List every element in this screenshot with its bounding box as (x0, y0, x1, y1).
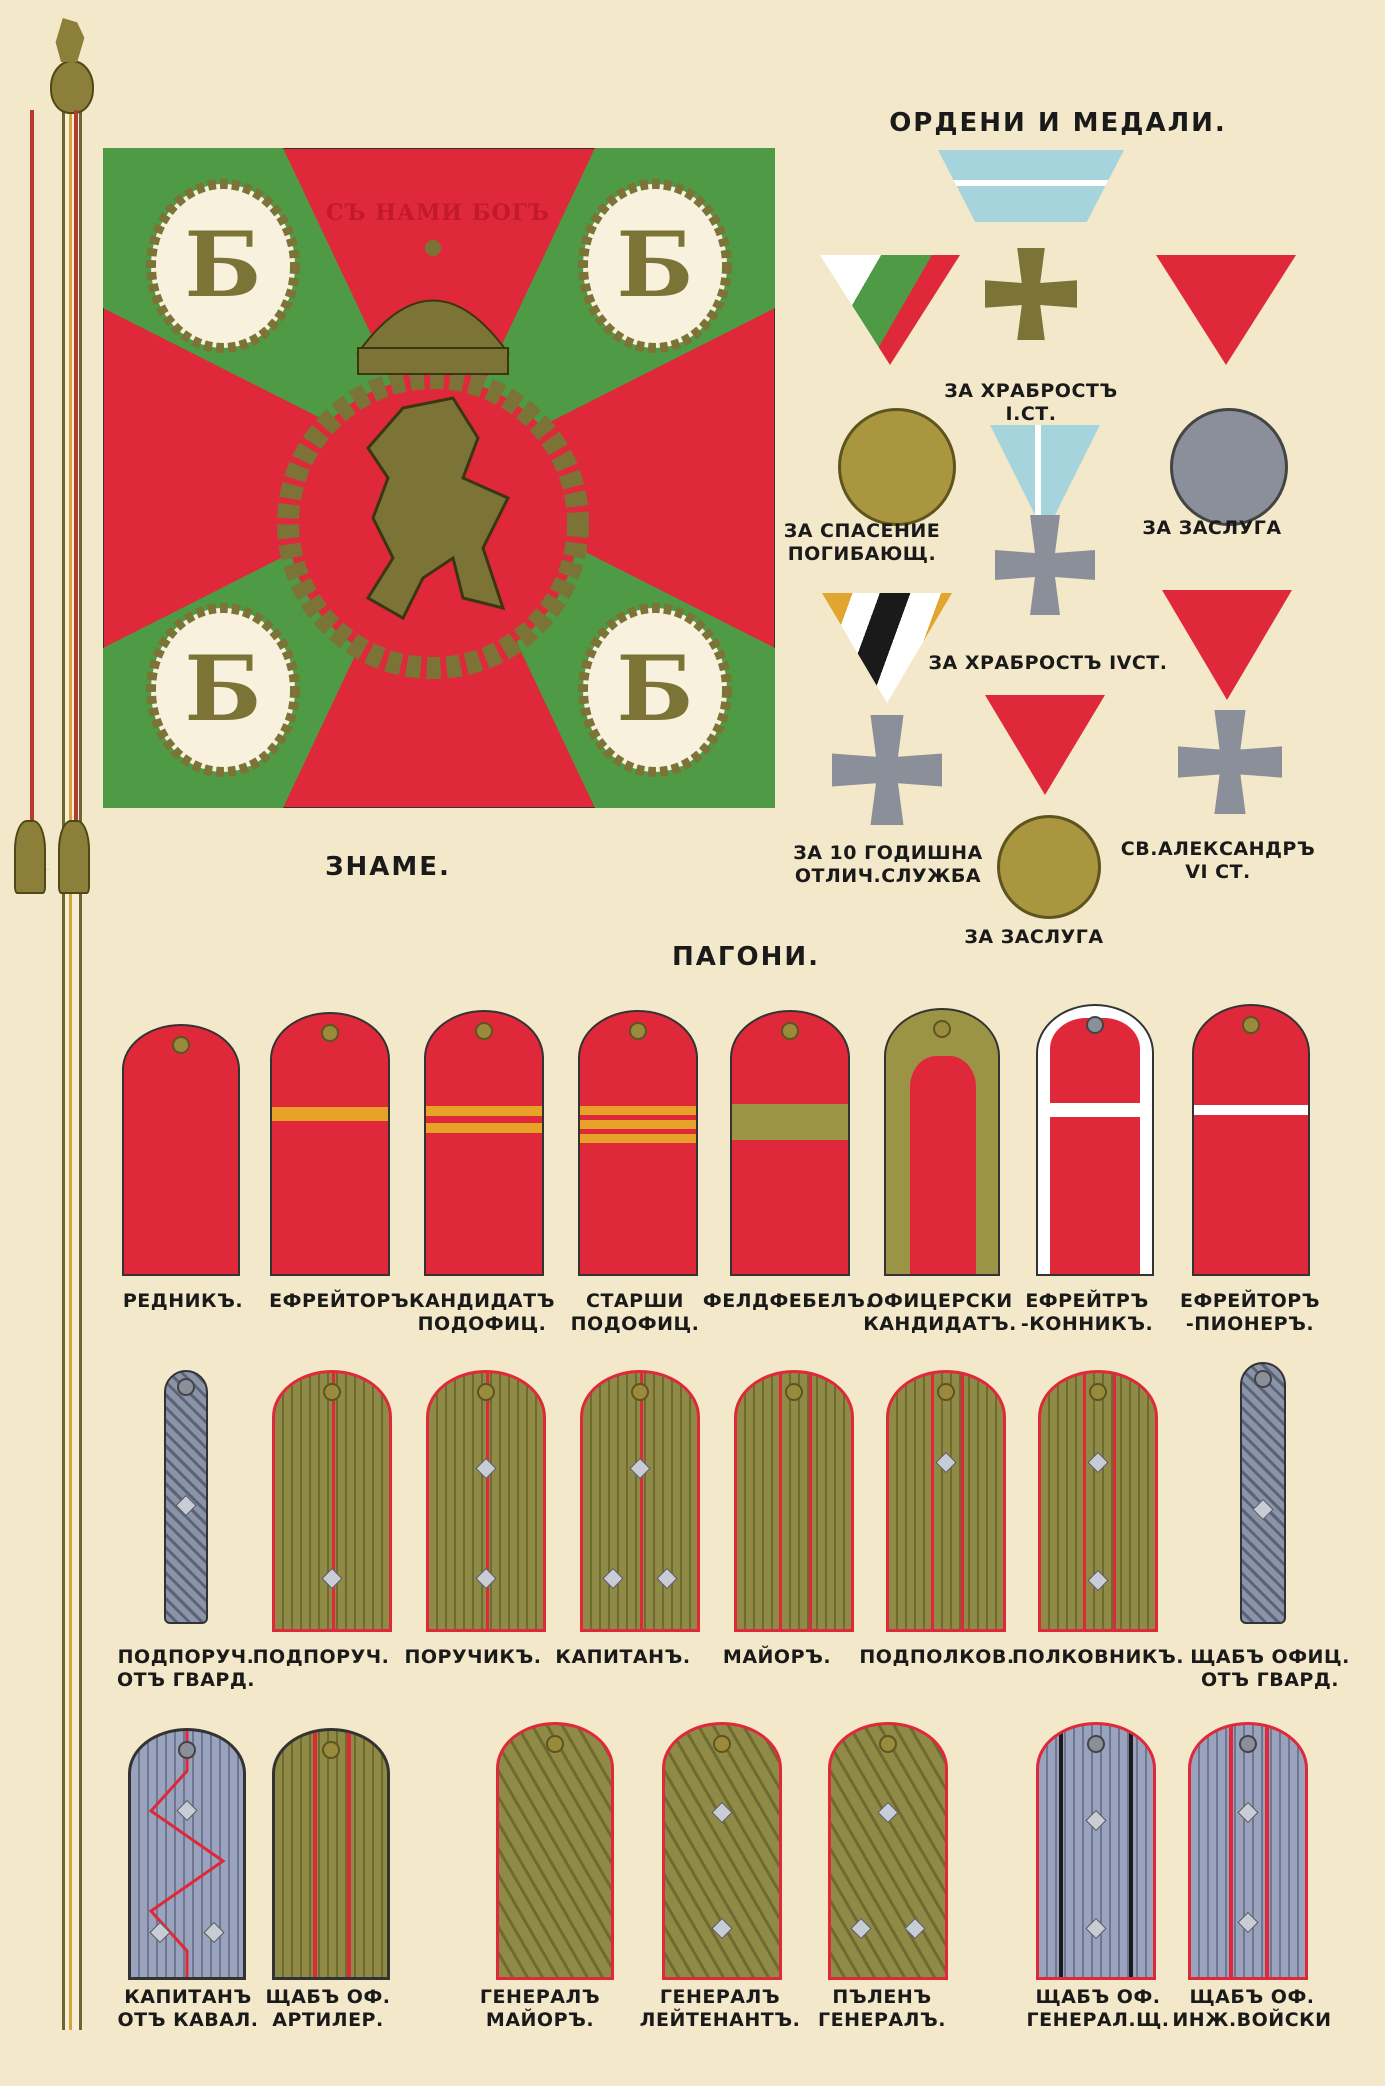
strap-lieutenant (426, 1370, 546, 1632)
rank-label-senior-nco: СТАРШИ ПОДОФИЦ. (570, 1290, 700, 1335)
strap-private (122, 1024, 240, 1276)
merit-2-label: ЗА ЗАСЛУГА (964, 926, 1104, 948)
strap-artillery-staff (272, 1728, 390, 1980)
strap-sub-lieutenant (272, 1370, 392, 1632)
monogram-oval-br (583, 608, 727, 772)
monogram-oval-bl (151, 608, 295, 772)
strap-feldfebel (730, 1010, 850, 1276)
flag (103, 148, 775, 808)
strap-full-general (828, 1722, 948, 1980)
rank-label-lieutenant: ПОРУЧИКЪ. (404, 1646, 542, 1668)
rank-label-guard-staff: ЩАБЪ ОФИЦ. ОТЪ ГВАРД. (1190, 1646, 1350, 1691)
rank-label-artillery-staff: ЩАБЪ ОФ. АРТИЛЕР. (265, 1986, 391, 2031)
alexander-cross-icon (1178, 710, 1282, 814)
rank-label-officer-candidate: ОФИЦЕРСКИ КАНДИДАТЪ. (863, 1290, 1017, 1335)
lion-finial-icon (52, 18, 88, 62)
rank-label-candidate-nco: КАНДИДАТЪ ПОДОФИЦ. (409, 1290, 555, 1335)
rank-label-private: РЕДНИКЪ. (122, 1290, 244, 1312)
service-ribbon (822, 593, 952, 703)
strap-general-staff (1036, 1722, 1156, 1980)
strap-candidate-nco (424, 1010, 544, 1276)
merit-2-medal-icon (997, 815, 1101, 919)
svg-text:Б: Б (616, 636, 694, 742)
medals-title: ОРДЕНИ И МЕДАЛИ. (889, 108, 1227, 138)
merit-1-medal-icon (1170, 408, 1288, 526)
pole-finial-icon (50, 60, 94, 114)
bravery-1-cross-icon (985, 248, 1077, 340)
strap-cavalry-captain (128, 1728, 246, 1980)
rank-label-colonel: ПОЛКОВНИКЪ. (1012, 1646, 1184, 1668)
service-label: ЗА 10 ГОДИШНА ОТЛИЧ.СЛУЖБА (793, 842, 983, 887)
rank-label-major-general: ГЕНЕРАЛЪ МАЙОРЪ. (479, 1986, 601, 2031)
strap-officer-candidate (884, 1008, 1000, 1276)
merit-2-ribbon (985, 695, 1105, 795)
tassel-right-icon (58, 820, 90, 894)
strap-lt-colonel (886, 1370, 1006, 1632)
strap-major-general (496, 1722, 614, 1980)
strap-senior-nco (578, 1010, 698, 1276)
rank-label-efreitor-pioneer: ЕФРЕЙТОРЪ -ПИОНЕРЪ. (1179, 1290, 1321, 1335)
flag-cord (30, 110, 78, 870)
strap-colonel (1038, 1370, 1158, 1632)
tassel-left-icon (14, 820, 46, 894)
strap-guard-staff (1240, 1362, 1286, 1624)
rank-label-sub-lieutenant: ПОДПОРУЧ. (252, 1646, 390, 1668)
alexander-ribbon (1162, 590, 1292, 700)
service-cross-icon (832, 715, 942, 825)
strap-engineer-staff (1188, 1722, 1308, 1980)
pagoni-title: ПАГОНИ. (672, 942, 820, 972)
rank-label-major: МАЙОРЪ. (722, 1646, 832, 1668)
rank-label-general-staff: ЩАБЪ ОФ. ГЕНЕРАЛ.Щ. (1026, 1986, 1170, 2031)
saving-ribbon (820, 255, 960, 365)
merit-1-label: ЗА ЗАСЛУГА (1142, 517, 1282, 539)
bravery-4-cross-icon (995, 515, 1095, 615)
flag-motto: СЪ НАМИ БОГЪ (326, 200, 550, 226)
strap-efreitor-pioneer (1192, 1004, 1310, 1276)
merit-1-ribbon (1156, 255, 1296, 365)
rank-label-captain: КАПИТАНЪ. (555, 1646, 691, 1668)
rank-label-guard-subaltern: ПОДПОРУЧ. ОТЪ ГВАРД. (117, 1646, 255, 1691)
strap-lt-general (662, 1722, 782, 1980)
rank-label-efreitor-cavalry: ЕФРЕЙТРЪ -КОННИКЪ. (1020, 1290, 1154, 1335)
svg-text:Б: Б (184, 636, 262, 742)
strap-efreitor (270, 1012, 390, 1276)
bravery-1-label: ЗА ХРАБРОСТЪ I.СТ. (944, 380, 1118, 425)
bravery-1-ribbon (938, 150, 1124, 222)
rank-label-cavalry-captain: КАПИТАНЪ ОТЪ КАВАЛ. (117, 1986, 259, 2031)
rank-label-full-general: ПЪЛЕНЪ ГЕНЕРАЛЪ. (818, 1986, 946, 2031)
rank-label-lt-colonel: ПОДПОЛКОВ. (859, 1646, 1015, 1668)
svg-text:Б: Б (184, 212, 262, 318)
saving-medal-icon (838, 408, 956, 526)
strap-efreitor-cavalry (1036, 1004, 1154, 1276)
flag-caption: ЗНАМЕ. (325, 852, 451, 882)
rank-label-engineer-staff: ЩАБЪ ОФ. ИНЖ.ВОЙСКИ (1172, 1986, 1332, 2031)
rank-label-feldfebel: ФЕЛДФЕБЕЛЪ. (702, 1290, 874, 1312)
rank-label-efreitor: ЕФРЕЙТОРЪ. (269, 1290, 417, 1312)
bravery-4-label: ЗА ХРАБРОСТЪ IVСТ. (928, 652, 1168, 674)
strap-captain (580, 1370, 700, 1632)
saving-label: ЗА СПАСЕНИЕ ПОГИБАЮЩ. (783, 520, 941, 565)
strap-guard-subaltern (164, 1370, 208, 1624)
alexander-label: СВ.АЛЕКСАНДРЪ VI СТ. (1120, 838, 1316, 883)
monogram-oval-tr (583, 184, 727, 348)
rank-label-lt-general: ГЕНЕРАЛЪ ЛЕЙТЕНАНТЪ. (639, 1986, 801, 2031)
flag-field (103, 148, 775, 808)
strap-major (734, 1370, 854, 1632)
svg-text:Б: Б (616, 212, 694, 318)
monogram-oval-tl (151, 184, 295, 348)
